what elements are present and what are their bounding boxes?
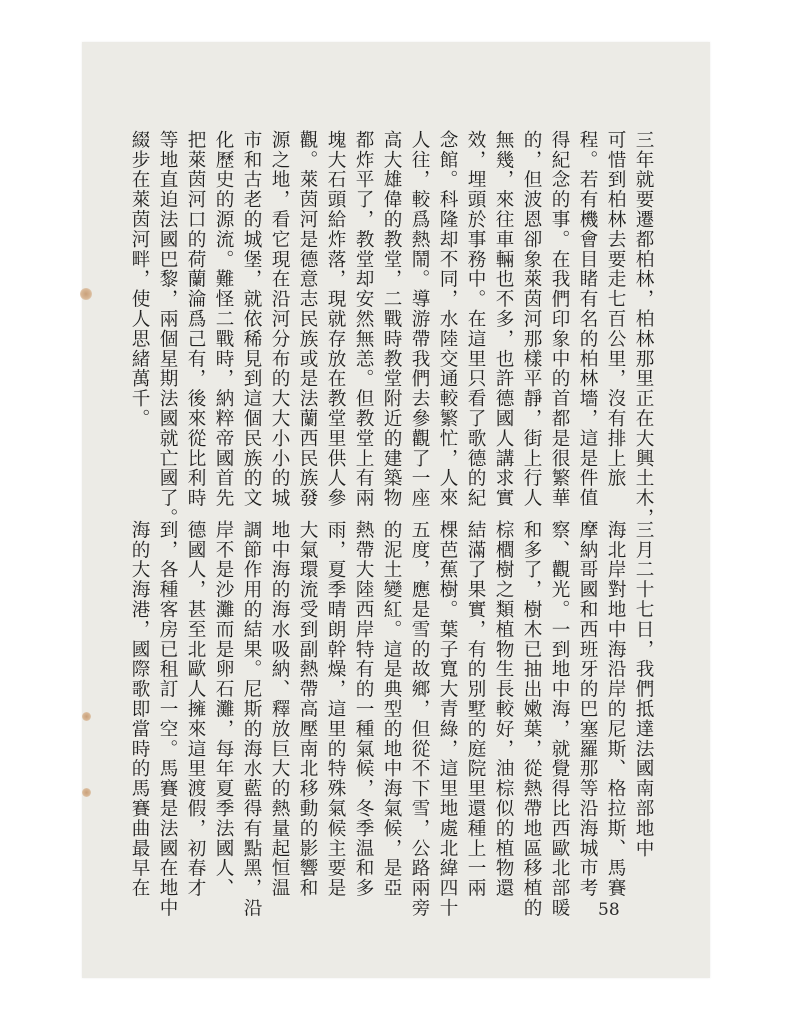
text-column: 岸不是沙灘而是卵石灘，每年夏季法國人、 xyxy=(213,520,234,899)
text-column: 無幾，來往車輛也不多，也許德國人講求實 xyxy=(493,130,514,509)
page-number: 58 xyxy=(598,900,620,920)
text-column: 塊大石頭給炸落，現就存放在教堂里供人參 xyxy=(325,130,346,509)
text-column: 得紀念的事。在我們印象中的首都是很繁華 xyxy=(549,130,570,509)
text-column: 結滿了果實，有的別墅的庭院里還種上一兩 xyxy=(465,520,486,899)
text-column: 程。若有機會目睹有名的柏林墻，這是件值 xyxy=(577,130,598,509)
text-column: 都炸平了，教堂却安然無恙。但教堂上有兩 xyxy=(353,130,374,509)
text-column: 海北岸對地中海沿岸的尼斯、格拉斯、馬賽 xyxy=(605,520,626,899)
text-column: 人往，較爲熱鬧。導游帶我們去參觀了一座 xyxy=(409,130,430,509)
text-column: 雨，夏季晴朗幹燥，這里的特殊氣候主要是 xyxy=(325,520,346,899)
text-column: 源之地，看它現在沿河分布的大大小小的城 xyxy=(269,130,290,509)
text-column: 棕櫚樹之類植物生長較好，油棕似的植物還 xyxy=(493,520,514,899)
top-text-block xyxy=(126,130,656,528)
text-column: 德國人，甚至北歐人擁來這里渡假，初春才 xyxy=(185,520,206,899)
text-column: 三月二十七日，我們抵達法國南部地中 xyxy=(633,520,654,859)
text-column: 大氣環流受到副熱帶高壓南北移動的影響和 xyxy=(297,520,318,899)
text-column: 可惜到柏林去要走七百公里，沒有排上旅 xyxy=(605,130,626,489)
text-column: 棵芭蕉樹。葉子寬大青綠，這里地處北緯四十 xyxy=(437,520,458,918)
text-column: 等地直迫法國巴黎，兩個星期法國就亡國了。 xyxy=(157,130,178,528)
text-column: 察、觀光。一到地中海，就覺得比西歐北部暖 xyxy=(549,520,570,918)
text-column: 的，但波恩卻象萊茵河那樣平靜，街上行人 xyxy=(521,130,542,509)
text-column: 效，埋頭於事務中。在這里只看了歌德的紀 xyxy=(465,130,486,509)
text-column: 化歷史的源流。難怪二戰時，納粹帝國首先 xyxy=(213,130,234,509)
paper-stain xyxy=(82,788,91,797)
text-column: 念館。科隆却不同，水陸交通較繁忙，人來 xyxy=(437,130,458,509)
text-column: 摩納哥國和西班牙的巴塞羅那等沿海城市考 xyxy=(577,520,598,899)
text-column: 把萊茵河口的荷蘭淪爲己有，後來從比利時 xyxy=(185,130,206,509)
text-column: 五度，應是雪的故鄉，但從不下雪，公路兩旁 xyxy=(409,520,430,918)
text-column: 高大雄偉的教堂，二戰時教堂附近的建築物 xyxy=(381,130,402,509)
text-column: 調節作用的結果。尼斯的海水藍得有點黑，沿 xyxy=(241,520,262,918)
text-column: 市和古老的城堡，就依稀見到這個民族的文 xyxy=(241,130,262,509)
text-column: 和多了，樹木已抽出嫩葉，從熱帶地區移植的 xyxy=(521,520,542,918)
text-column: 的泥土變紅。這是典型的地中海氣候，是亞 xyxy=(381,520,402,899)
text-column: 觀。萊茵河是德意志民族或是法蘭西民族發 xyxy=(297,130,318,509)
text-column: 到，各種客房已租訂一空。馬賽是法國在地中 xyxy=(157,520,178,918)
text-column: 綴步在萊茵河畔，使人思緒萬千。 xyxy=(129,130,150,429)
bottom-text-block xyxy=(126,520,656,918)
book-page xyxy=(82,42,710,978)
paper-stain xyxy=(82,712,91,721)
paper-stain xyxy=(80,288,92,300)
text-column: 海的大海港，國際歌即當時的馬賽曲最早在 xyxy=(129,520,150,899)
text-column: 三年就要遷都柏林，柏林那里正在大興土木， xyxy=(633,130,654,528)
text-column: 地中海的海水吸納、釋放巨大的熱量起恒温 xyxy=(269,520,290,899)
text-column: 熱帶大陸西岸特有的一種氣候，冬季温和多 xyxy=(353,520,374,899)
